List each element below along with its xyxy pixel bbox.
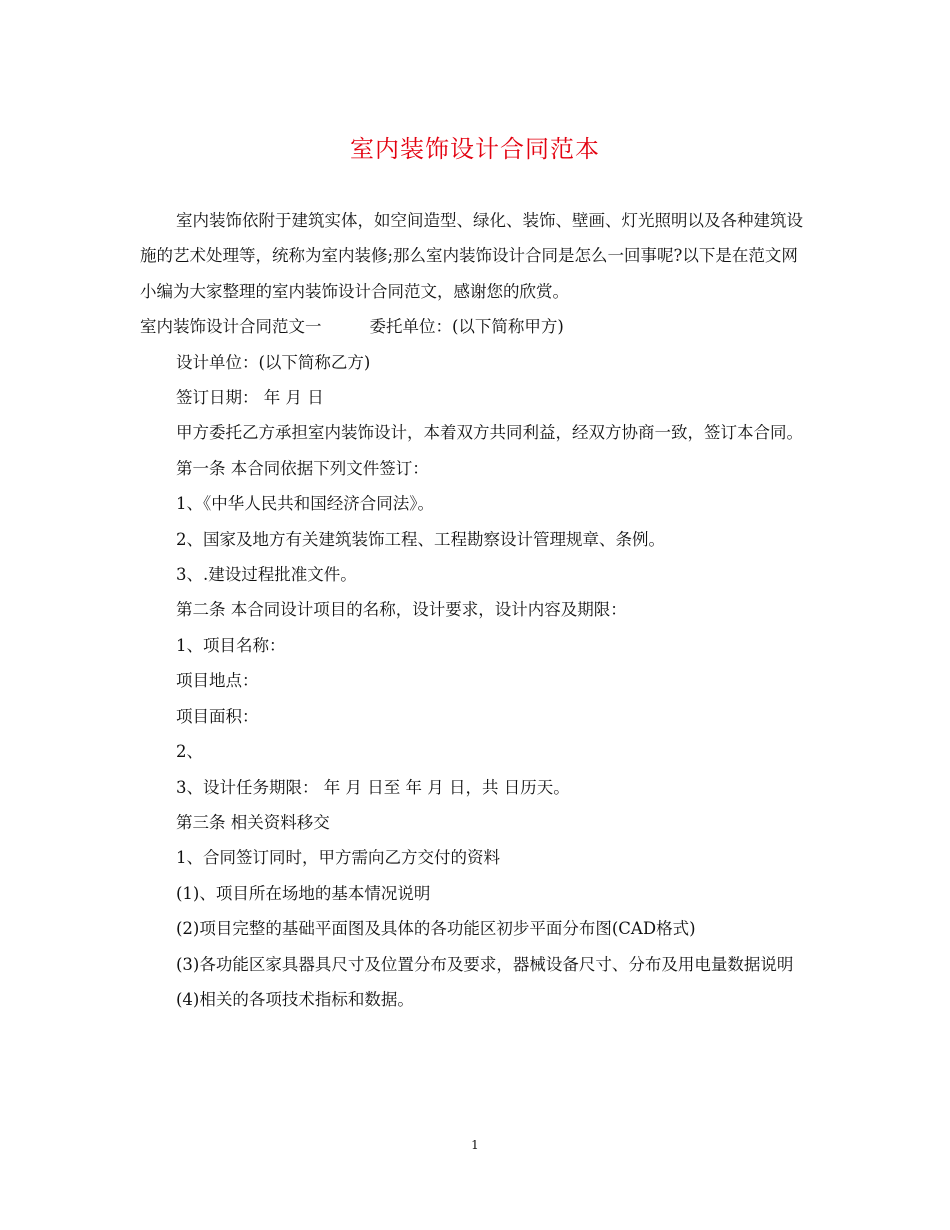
intro-paragraph: 室内装饰依附于建筑实体，如空间造型、绿化、装饰、壁画、灯光照明以及各种建筑设施的艺术处理等，统称为室内装修;那么室内装饰设计合同是怎么一回事呢?以下是在范文网小编为大家整理的室内装饰设计合同范文，感谢您的欣赏。 [140, 211, 803, 301]
document-body [140, 203, 812, 1017]
page-number: 1 [471, 1138, 479, 1152]
material-item-1: (1)、项目所在场地的基本情况说明 [176, 883, 431, 903]
project-name-line: 1、项目名称： [176, 635, 286, 655]
client-line: 委托单位：(以下简称甲方) [369, 317, 564, 337]
design-period-line: 3、设计任务期限： 年 月 日至 年 月 日，共 日历天。 [176, 777, 570, 797]
article-one-item-1: 1、《中华人民共和国经济合同法》。 [176, 494, 434, 514]
material-item-2: (2)项目完整的基础平面图及具体的各功能区初步平面分布图(CAD格式) [176, 919, 696, 939]
sample-heading: 室内装饰设计合同范文一 [140, 317, 322, 337]
article-one-item-3: 3、.建设过程批准文件。 [176, 565, 357, 585]
project-location-line: 项目地点： [176, 671, 259, 691]
document-title: 室内装饰设计合同范本 [350, 135, 600, 163]
sample-heading-line [140, 309, 812, 344]
article-one-heading: 第一条 本合同依据下列文件签订： [176, 458, 429, 478]
project-area-line: 项目面积： [176, 706, 259, 726]
designer-line: 设计单位：(以下简称乙方) [176, 352, 371, 372]
article-three-heading: 第三条 相关资料移交 [176, 812, 330, 832]
article-two-heading: 第二条 本合同设计项目的名称，设计要求，设计内容及期限： [176, 600, 627, 620]
article-two-item-2: 2、 [176, 742, 203, 762]
signing-date-line: 签订日期： 年 月 日 [176, 388, 324, 408]
article-one-item-2: 2、国家及地方有关建筑装饰工程、工程勘察设计管理规章、条例。 [176, 529, 665, 549]
commission-paragraph: 甲方委托乙方承担室内装饰设计，本着双方共同利益，经双方协商一致，签订本合同。 [176, 423, 803, 443]
material-item-3: (3)各功能区家具器具尺寸及位置分布及要求，器械设备尺寸、分布及用电量数据说明 [176, 954, 794, 974]
material-item-4: (4)相关的各项技术指标和数据。 [176, 989, 414, 1009]
article-three-item-1: 1、合同签订同时，甲方需向乙方交付的资料 [176, 848, 500, 868]
